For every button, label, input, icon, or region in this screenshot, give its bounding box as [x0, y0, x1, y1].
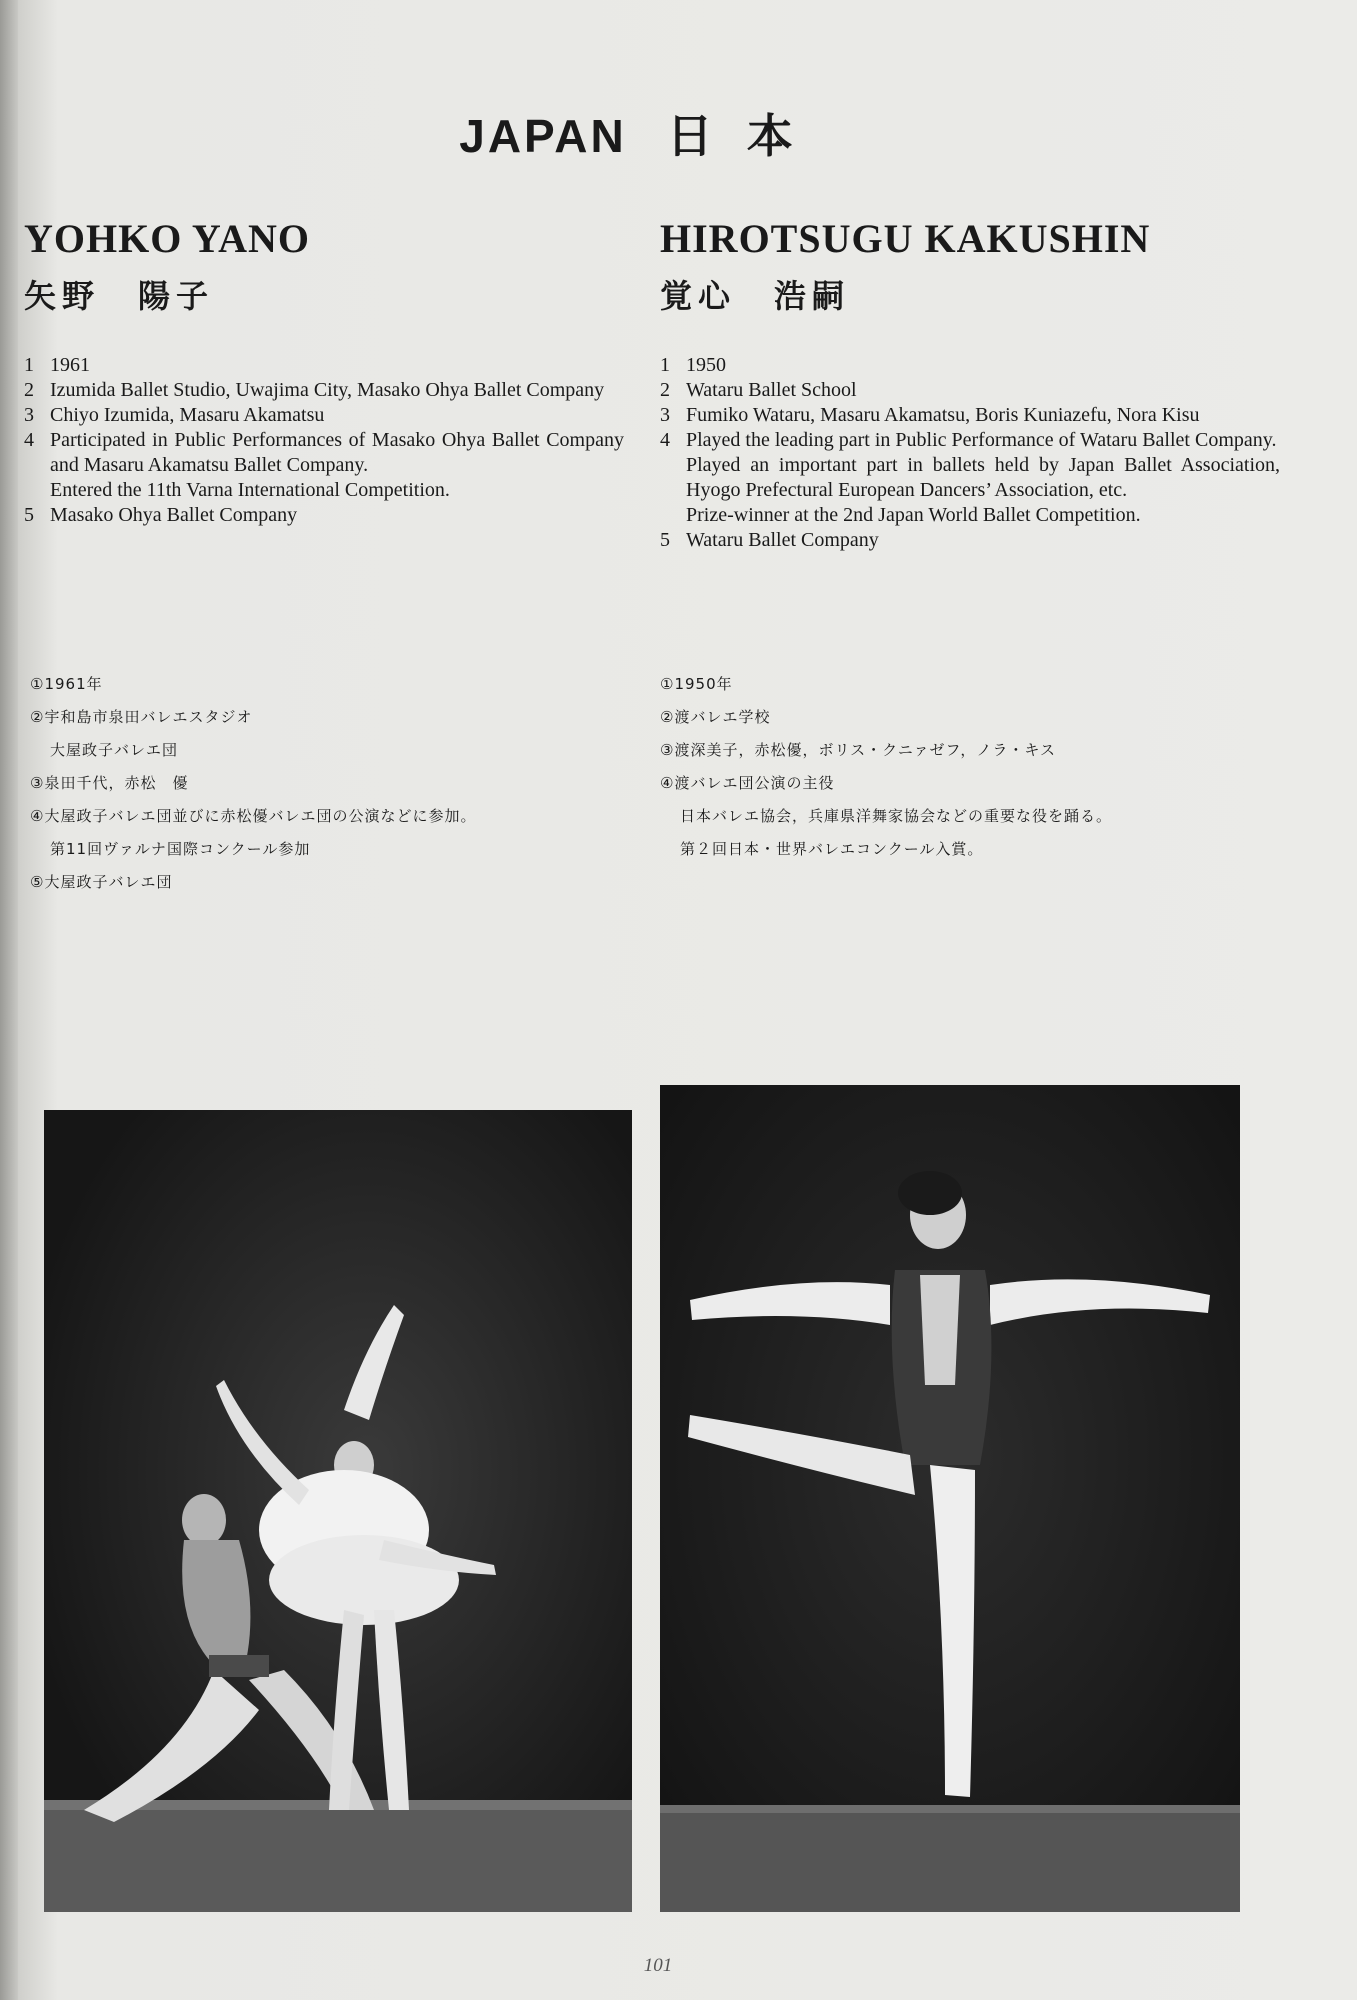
- profile-item-number: 4: [24, 429, 34, 451]
- profile-item-japanese-text: 第11回ヴァルナ国際コンクール参加: [50, 840, 311, 858]
- profile-item-text: Izumida Ballet Studio, Uwajima City, Masako Ohya Ballet Company: [50, 379, 605, 401]
- profile-item-text: Participated in Public Performances of Masako Ohya Ballet Company and Masaru Akamatsu Ballet Company.: [50, 429, 624, 476]
- profile-item: [24, 353, 624, 378]
- profile-list: [660, 353, 1280, 553]
- profile-list-japanese: [660, 668, 1280, 866]
- profile-item: [660, 353, 1280, 378]
- profile-item-number: 3: [24, 404, 34, 426]
- profile-item-japanese-text: ③泉田千代，赤松 優: [30, 774, 189, 792]
- country-english: JAPAN: [459, 110, 627, 162]
- photo-yano-pas-de-deux: [44, 1110, 632, 1912]
- profile-item-japanese-text: ⑤大屋政子バレエ団: [30, 873, 173, 891]
- profile-item-text: Masako Ohya Ballet Company: [50, 504, 298, 526]
- profile-item-japanese-text: ①1950年: [660, 675, 733, 693]
- dancer-name: HIROTSUGU KAKUSHIN: [660, 216, 1151, 261]
- profile-item-number: 5: [660, 529, 670, 551]
- profile-item-japanese-text: 日本バレエ協会，兵庫県洋舞家協会などの重要な役を踊る。: [680, 807, 1113, 825]
- profile-item-text: Played the leading part in Public Performance of Wataru Ballet Company.: [686, 429, 1277, 451]
- profile-item-text: Played an important part in ballets held by Japan Ballet Association, Hyogo Prefectural European Dancers’ Association, etc.: [686, 454, 1280, 501]
- profile-item-japanese: [660, 668, 1280, 701]
- profile-item-japanese: [660, 734, 1280, 767]
- profile-item-number: 4: [660, 429, 670, 451]
- page-number: 101: [643, 1955, 673, 1976]
- profile-item: [660, 428, 1280, 528]
- profile-item: [660, 378, 1280, 403]
- profile-item-number: 3: [660, 404, 670, 426]
- profile-item-text: Fumiko Wataru, Masaru Akamatsu, Boris Kuniazefu, Nora Kisu: [686, 404, 1200, 426]
- dancer-name-japanese: 矢野 陽子: [24, 277, 215, 315]
- profile-item-japanese-text: 第２回日本・世界バレエコンクール入賞。: [680, 840, 984, 858]
- profile-item-japanese: [30, 767, 630, 800]
- profile-item-number: 1: [660, 354, 670, 376]
- photo-kakushin-arabesque: [660, 1085, 1240, 1912]
- profile-item-text: Prize-winner at the 2nd Japan World Ballet Competition.: [686, 504, 1141, 526]
- book-spine: [0, 0, 18, 2000]
- profile-item-japanese: [30, 701, 630, 767]
- profile-item-japanese-text: ③渡深美子，赤松優，ボリス・クニァゼフ，ノラ・キス: [660, 741, 1057, 759]
- profile-list-japanese: [30, 668, 630, 899]
- country-japanese: 日本: [666, 110, 827, 162]
- profile-item: [24, 403, 624, 428]
- profile-item-japanese-text: 大屋政子バレエ団: [50, 741, 179, 759]
- profile-item-japanese-text: ④渡バレエ団公演の主役: [660, 774, 835, 792]
- profile-item-number: 1: [24, 354, 34, 376]
- profile-item-japanese: [30, 668, 630, 701]
- profile-item-text: 1950: [686, 354, 726, 376]
- profile-item-text: 1961: [50, 354, 90, 376]
- left-profile: [24, 215, 624, 528]
- profile-item-japanese: [660, 701, 1280, 734]
- profile-item-number: 2: [660, 379, 670, 401]
- profile-item-text: Entered the 11th Varna International Competition.: [50, 479, 450, 501]
- profile-item-text: Chiyo Izumida, Masaru Akamatsu: [50, 404, 325, 426]
- profile-item: [24, 428, 624, 503]
- profile-item: [660, 403, 1280, 428]
- profile-item-japanese: [660, 767, 1280, 866]
- profile-item: [660, 528, 1280, 553]
- profile-item-japanese-text: ④大屋政子バレエ団並びに赤松優バレエ団の公演などに参加。: [30, 807, 477, 825]
- profile-item-number: 5: [24, 504, 34, 526]
- profile-item: [24, 378, 624, 403]
- profile-item-japanese: [30, 800, 630, 866]
- profile-item-number: 2: [24, 379, 34, 401]
- page: [18, 0, 1357, 2000]
- profile-item-text: Wataru Ballet Company: [686, 529, 879, 551]
- profile-item-japanese-text: ②宇和島市泉田バレエスタジオ: [30, 708, 253, 726]
- profile-item-japanese-text: ②渡バレエ学校: [660, 708, 771, 726]
- right-profile: [660, 215, 1280, 553]
- dancer-name-japanese: 覚心 浩嗣: [660, 277, 851, 315]
- profile-item-text: Wataru Ballet School: [686, 379, 857, 401]
- profile-item-japanese-text: ①1961年: [30, 675, 103, 693]
- profile-item-japanese: [30, 866, 630, 899]
- profile-item: [24, 503, 624, 528]
- dancer-name: YOHKO YANO: [24, 216, 310, 261]
- profile-list: [24, 353, 624, 528]
- page-header: [18, 100, 1268, 166]
